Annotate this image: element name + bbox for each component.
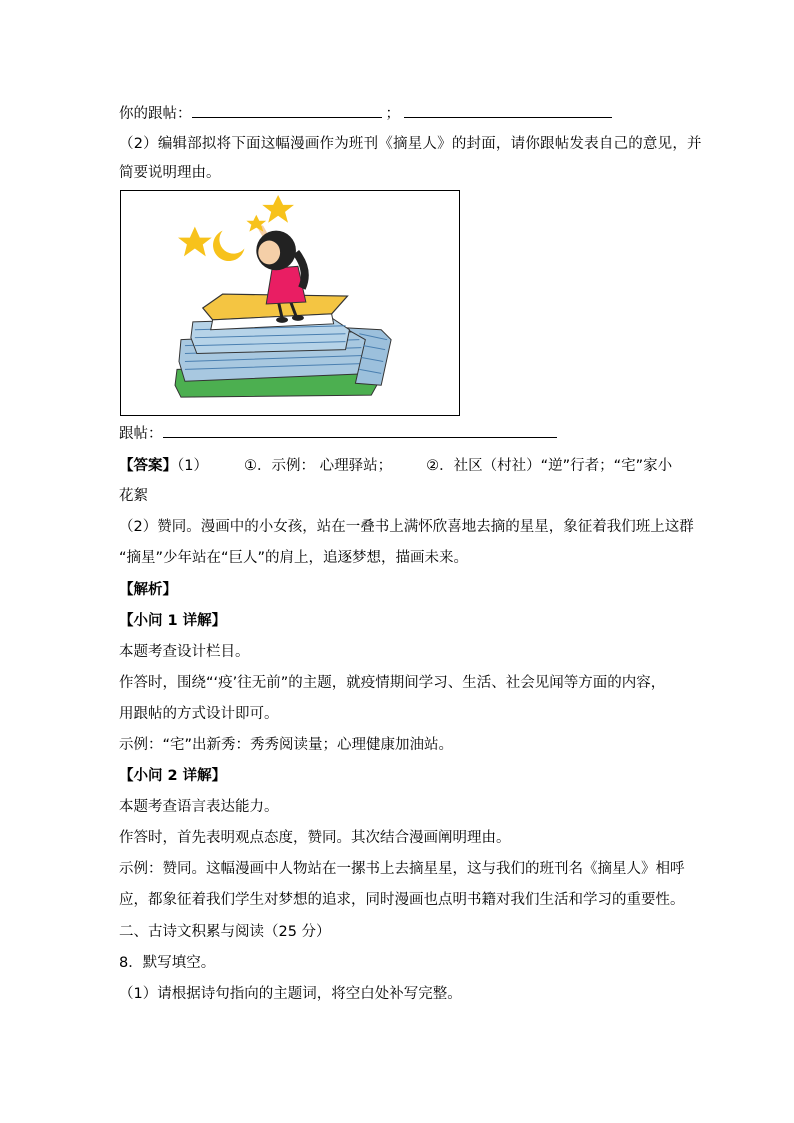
question-8-part-1: （1）请根据诗句指向的主题词，将空白处补写完整。 [119,986,462,1002]
girl-on-books-picture [121,191,459,415]
answer-blank-3[interactable] [163,423,557,438]
answer-item-2-cont: 花絮 [119,488,148,504]
question-8: 8．默写填空。 [119,955,216,971]
sub-question-1-label: 【小问 1 详解】 [119,613,227,629]
answer-blank-1[interactable] [192,103,382,118]
sub-2-line-3: 示例：赞同。这幅漫画中人物站在一摞书上去摘星星，这与我们的班刊名《摘星人》相呼 [119,861,685,877]
sub-1-line-2: 作答时，围绕“‘疫’往无前”的主题，就疫情期间学习、生活、社会见闻等方面的内容， [119,675,666,691]
semicolon: ； [385,106,400,122]
answer-part-2-line-1: （2）赞同。漫画中的小女孩，站在一叠书上满怀欣喜地去摘的星星，象征着我们班上这群 [119,519,694,535]
follow-post-line-2 [119,423,557,444]
analysis-label: 【解析】 [119,582,177,598]
answer-label: 【答案】 [119,458,177,474]
cartoon-illustration [120,190,460,416]
sub-2-line-1: 本题考查语言表达能力。 [119,799,279,815]
question-2-line-2: 简要说明理由。 [119,165,221,181]
sub-1-line-1: 本题考查设计栏目。 [119,644,250,660]
sub-2-line-4: 应，都象征着我们学生对梦想的追求，同时漫画也点明书籍对我们生活和学习的重要性。 [119,892,685,908]
answer-item-2: ②．社区（村社）“逆”行者；“宅”家小 [426,458,673,474]
section-2-title: 二、古诗文积累与阅读（25 分） [119,924,331,940]
sub-question-2-label: 【小问 2 详解】 [119,768,227,784]
follow-post-label: 你的跟帖： [119,106,192,122]
follow-post-label-2: 跟帖： [119,426,163,442]
answer-line-1 [119,456,672,476]
answer-item-1: ①．示例： 心理驿站； [243,458,393,474]
sub-1-line-4: 示例：“宅”出新秀：秀秀阅读量；心理健康加油站。 [119,737,454,753]
sub-1-line-3: 用跟帖的方式设计即可。 [119,706,279,722]
answer-blank-2[interactable] [404,103,612,118]
follow-post-line [119,103,612,124]
answer-part-1: （1） [177,458,208,474]
question-2-line-1: （2）编辑部拟将下面这幅漫画作为班刊《摘星人》的封面，请你跟帖发表自己的意见，并 [119,136,702,152]
sub-2-line-2: 作答时，首先表明观点态度，赞同。其次结合漫画阐明理由。 [119,830,511,846]
answer-part-2-line-2: “摘星”少年站在“巨人”的肩上，追逐梦想，描画未来。 [119,550,469,566]
